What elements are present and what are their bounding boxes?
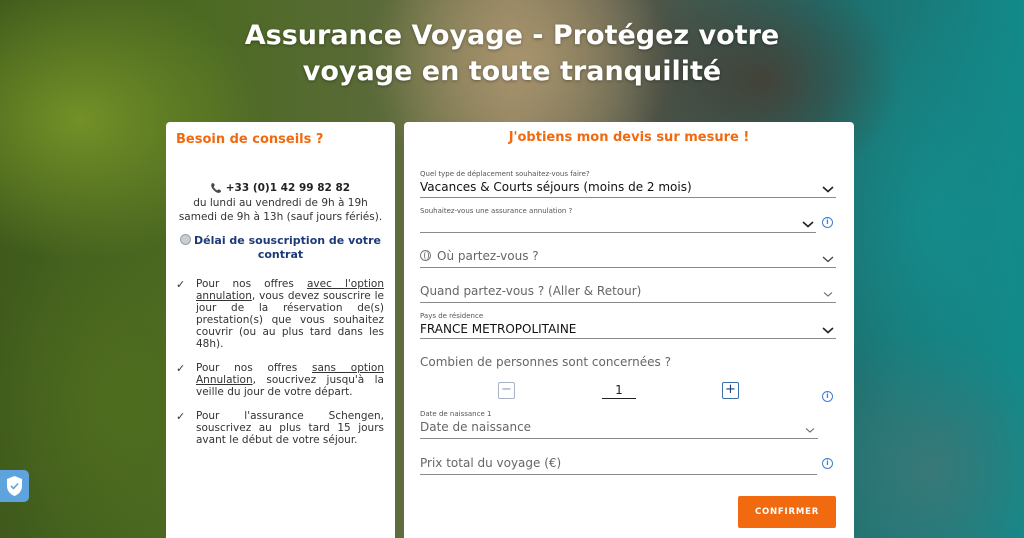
info-icon[interactable]: i bbox=[822, 217, 833, 228]
cancellation-label: Souhaitez-vous une assurance annulation ? bbox=[420, 207, 573, 215]
clock-icon bbox=[180, 234, 191, 245]
destination-select[interactable] bbox=[420, 248, 836, 268]
hours-weekdays: du lundi au vendredi de 9h à 19h bbox=[193, 197, 368, 209]
advice-title: Besoin de conseils ? bbox=[176, 132, 324, 147]
birthdate-label: Date de naissance 1 bbox=[420, 410, 492, 418]
page-title bbox=[0, 18, 1024, 90]
condition-text: Pour l'assurance Schengen, souscrivez au plus tard 15 jours avant le début de votre séjour. bbox=[196, 410, 384, 446]
check-icon: ✓ bbox=[176, 362, 186, 375]
no-cancellation-option-link[interactable]: sans option Annulation bbox=[196, 362, 384, 386]
destination-placeholder: Où partez-vous ? bbox=[437, 249, 539, 263]
residence-value: FRANCE METROPOLITAINE bbox=[420, 322, 577, 336]
form-title: J'obtiens mon devis sur mesure ! bbox=[508, 130, 750, 145]
list-item bbox=[176, 410, 384, 446]
chevron-down-icon bbox=[822, 325, 834, 335]
chevron-down-icon bbox=[822, 184, 834, 194]
chevron-down-icon bbox=[822, 289, 834, 299]
trip-price-input[interactable] bbox=[420, 455, 817, 475]
check-icon: ✓ bbox=[176, 410, 186, 423]
trip-type-select[interactable] bbox=[420, 170, 836, 198]
dates-placeholder: Quand partez-vous ? (Aller & Retour) bbox=[420, 284, 642, 298]
hours-saturday: samedi de 9h à 13h (sauf jours fériés). bbox=[178, 211, 383, 223]
trip-price-placeholder: Prix total du voyage (€) bbox=[420, 456, 562, 470]
phone-number[interactable]: +33 (0)1 42 99 82 82 bbox=[225, 182, 351, 194]
info-icon[interactable]: i bbox=[822, 391, 833, 402]
conditions-list bbox=[176, 278, 384, 458]
trip-type-value: Vacances & Courts séjours (moins de 2 mois) bbox=[420, 180, 692, 194]
globe-icon bbox=[420, 250, 431, 261]
decrement-button[interactable]: − bbox=[498, 382, 515, 399]
phone-icon: 📞 bbox=[210, 184, 223, 194]
shield-check-icon[interactable] bbox=[0, 470, 29, 502]
condition-text: Pour nos offres avec l'option annulation, vous devez souscrire le jour de la réservation de(s) prestation(s) que vous souhaitez couvrir (ou au plus tard dans les 48h). bbox=[196, 278, 385, 350]
list-item bbox=[176, 278, 384, 350]
info-icon[interactable]: i bbox=[822, 458, 833, 469]
condition-text: Pour nos offres sans option Annulation, soucrivez jusqu'à la veille du jour de votre départ. bbox=[196, 362, 384, 398]
page-title-line-2: voyage en toute tranquilité bbox=[302, 56, 722, 87]
cancellation-select[interactable] bbox=[420, 207, 816, 233]
increment-button[interactable]: + bbox=[722, 382, 739, 399]
advice-panel bbox=[166, 122, 395, 538]
subscription-delay-heading bbox=[176, 234, 385, 262]
persons-count[interactable]: 1 bbox=[602, 382, 636, 399]
chevron-down-icon bbox=[804, 425, 816, 435]
cancellation-option-link[interactable]: avec l'option annulation bbox=[196, 278, 385, 302]
confirm-button[interactable]: CONFIRMER bbox=[738, 496, 836, 528]
contact-info bbox=[166, 181, 395, 224]
quote-form bbox=[404, 122, 854, 538]
persons-question: Combien de personnes sont concernées ? bbox=[420, 355, 671, 369]
delay-title: Délai de souscription de votre contrat bbox=[194, 234, 381, 261]
phone-line[interactable] bbox=[166, 181, 395, 196]
check-icon: ✓ bbox=[176, 278, 186, 291]
dates-input[interactable] bbox=[420, 283, 836, 303]
residence-label: Pays de résidence bbox=[420, 312, 484, 320]
chevron-down-icon bbox=[802, 219, 814, 229]
list-item bbox=[176, 362, 384, 398]
birthdate-placeholder: Date de naissance bbox=[420, 420, 532, 434]
page-title-line-1: Assurance Voyage - Protégez votre bbox=[244, 20, 780, 51]
trip-type-label: Quel type de déplacement souhaitez-vous faire? bbox=[420, 170, 590, 178]
birthdate-input[interactable] bbox=[420, 410, 818, 439]
shield-icon bbox=[0, 470, 29, 502]
chevron-down-icon bbox=[822, 254, 834, 264]
residence-select[interactable] bbox=[420, 312, 836, 339]
